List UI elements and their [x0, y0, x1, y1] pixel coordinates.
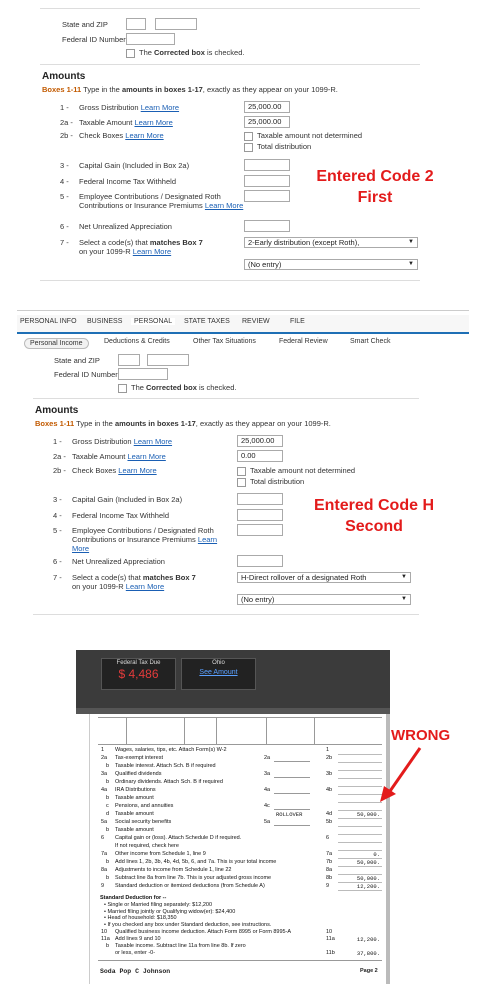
corrected-checkbox-row[interactable]: The Corrected box is checked.	[126, 48, 244, 58]
form-line-number: d	[106, 811, 110, 817]
form-line-number: 3a	[101, 771, 108, 777]
form-box-label: 6	[326, 835, 330, 841]
form-line	[90, 875, 386, 882]
form-line-text: Wages, salaries, tips, etc. Attach Form(s) W-2	[115, 747, 227, 753]
state-input[interactable]	[126, 18, 146, 30]
row7-num: 7 -	[53, 573, 62, 582]
form-line-number: 1	[101, 747, 105, 753]
form-line	[90, 811, 386, 818]
row4-label: Federal Income Tax Withheld	[79, 177, 176, 186]
form-box-label: 1	[326, 747, 330, 753]
federal-id-label: Federal ID Number	[62, 35, 126, 44]
form-line	[90, 795, 386, 802]
form-sub-box-label: 4a	[264, 787, 271, 793]
net-unrealized-input[interactable]	[244, 220, 290, 232]
line-11b-value: 37,800.	[356, 950, 380, 957]
form-line-text: Taxable amount	[115, 795, 154, 801]
row1-num: 1 -	[53, 437, 62, 446]
form-sub-box-label: 3a	[264, 771, 271, 777]
form-box-label: 3b	[326, 771, 333, 777]
row6-label: Net Unrealized Appreciation	[79, 222, 172, 231]
learn-more-link[interactable]: Learn More	[133, 437, 173, 446]
taxable-amount-input[interactable]: 25,000.00	[244, 116, 290, 128]
box7-code-select-1[interactable]: H-Direct rollover of a designated Roth ▼	[237, 572, 411, 583]
row3-label: Capital Gain (Included in Box 2a)	[72, 495, 183, 504]
form-line-text: If not required, check here	[115, 843, 179, 849]
tab-personal-info[interactable]: PERSONAL INFO	[20, 318, 77, 325]
form-line	[90, 763, 386, 770]
row2b-num: 2b -	[60, 131, 73, 140]
tab-state-taxes[interactable]: STATE TAXES	[184, 318, 230, 325]
form-line-text: Adjustments to income from Schedule 1, line 22	[115, 867, 232, 873]
total-distribution-checkbox-row[interactable]: Total distribution	[244, 142, 311, 152]
std-deduction-title: Standard Deduction for --	[100, 895, 167, 901]
form-line-text: Tax-exempt interest	[115, 755, 163, 761]
checkbox[interactable]	[237, 467, 246, 476]
dropdown-arrow-icon: ▼	[408, 239, 414, 245]
checkbox[interactable]	[237, 478, 246, 487]
federal-id-label: Federal ID Number	[54, 370, 118, 379]
row3-num: 3 -	[53, 495, 62, 504]
ohio-label: Ohio	[212, 660, 225, 666]
form-line-text: Capital gain or (loss). Attach Schedule D if required.	[115, 835, 242, 841]
federal-tax-due-box[interactable]	[101, 658, 176, 690]
page-number: Page 2	[360, 968, 378, 974]
form-box-label: 7b	[326, 859, 333, 865]
form-sub-box-label: 4c	[264, 803, 270, 809]
form-box-label: 9	[326, 883, 330, 889]
federal-tax-due-label: Federal Tax Due	[116, 660, 161, 666]
form-line-text: Pensions, and annuities	[115, 803, 174, 809]
subtab-personal-income[interactable]: Personal Income	[24, 338, 89, 349]
form-line	[90, 819, 386, 826]
row4-num: 4 -	[53, 511, 62, 520]
row1-label: Gross Distribution Learn More	[72, 437, 173, 446]
form-box-label: 4d	[326, 811, 333, 817]
tab-review[interactable]: REVIEW	[242, 318, 270, 325]
not-determined-checkbox-row[interactable]: Taxable amount not determined	[237, 466, 355, 476]
subtab-other-tax[interactable]: Other Tax Situations	[193, 338, 256, 345]
taxable-amount-input[interactable]: 0.00	[237, 450, 283, 462]
checkbox[interactable]	[244, 132, 253, 141]
corrected-checkbox[interactable]	[118, 384, 127, 393]
red-arrow-icon	[374, 744, 444, 804]
row6-num: 6 -	[60, 222, 69, 231]
form-line	[90, 859, 386, 866]
form-line-text: Taxable interest. Attach Sch. B if required	[115, 763, 216, 769]
form-line	[90, 755, 386, 762]
form-line-number: b	[106, 763, 110, 769]
subtab-federal-review[interactable]: Federal Review	[279, 338, 328, 345]
rollover-note: ROLLOVER	[276, 811, 303, 818]
main-tab-bar	[17, 315, 469, 334]
form-line-value: 0.	[373, 851, 380, 858]
row1-label: Gross Distribution Learn More	[79, 103, 180, 112]
row1-num: 1 -	[60, 103, 69, 112]
row3-label: Capital Gain (Included in Box 2a)	[79, 161, 190, 170]
row5-label: Employee Contributions / Designated Roth Contributions or Insurance Premiums Learn More	[72, 526, 218, 553]
annotation-code-2: Entered Code 2 First	[316, 168, 434, 206]
row2a-num: 2a -	[60, 118, 73, 127]
form-line-number: b	[106, 827, 110, 833]
row7-label: Select a code(s) that matches Box 7 on your 1099-R Learn More	[79, 238, 203, 256]
row4-num: 4 -	[60, 177, 69, 186]
row2a-label: Taxable Amount Learn More	[72, 452, 166, 461]
learn-more-link[interactable]: Learn More	[125, 131, 164, 140]
form-box-label: 2b	[326, 755, 333, 761]
tab-file[interactable]: FILE	[290, 318, 305, 325]
dropdown-arrow-icon: ▼	[401, 596, 407, 602]
form-box-label: 8a	[326, 867, 333, 873]
corrected-checkbox[interactable]	[126, 49, 135, 58]
form-box-label: 8b	[326, 875, 333, 881]
state-input[interactable]	[118, 354, 140, 366]
row2b-label: Check Boxes Learn More	[72, 466, 157, 475]
form-line-number: 8a	[101, 867, 108, 873]
std-deduction-list: • Single or Married filing separately: $12,200 • Married filing jointly or Qualifying widow(er): $24,400 • Head of household: $18,350 • If you checked any box under Standard deduction, see instructions.	[104, 902, 272, 928]
row2b-num: 2b -	[53, 466, 66, 475]
form-line-text: Taxable amount	[115, 827, 154, 833]
box7-code-select-2[interactable]: (No entry) ▼	[237, 594, 411, 605]
row7-label: Select a code(s) that matches Box 7 on your 1099-R Learn More	[72, 573, 196, 591]
federal-tax-due-amount: $ 4,486	[118, 667, 159, 681]
form-line-text: Standard deduction or itemized deductions (from Schedule A)	[115, 883, 265, 889]
learn-more-link[interactable]: Learn More	[140, 103, 180, 112]
form-line	[90, 843, 386, 850]
form-line-number: b	[106, 779, 110, 785]
federal-id-input[interactable]	[118, 368, 168, 380]
form-line-text: Subtract line 8a from line 7b. This is your adjusted gross income	[115, 875, 272, 881]
subtab-smart-check[interactable]: Smart Check	[350, 338, 391, 345]
form-line	[90, 867, 386, 874]
form-sub-box-line	[274, 825, 310, 826]
employee-contributions-input[interactable]	[237, 524, 283, 536]
boxes-note: Boxes 1-11 Type in the amounts in boxes 1-17, exactly as they appear on your 1099-R.	[35, 419, 331, 428]
learn-more-link[interactable]: Learn More	[125, 582, 165, 591]
tab-business[interactable]: BUSINESS	[87, 318, 123, 325]
form-sub-box-line	[274, 761, 310, 762]
form-line-text: Qualified dividends	[115, 771, 162, 777]
amounts-title: Amounts	[42, 71, 86, 82]
row4-label: Federal Income Tax Withheld	[72, 511, 169, 520]
zip-input[interactable]	[147, 354, 189, 366]
zip-input[interactable]	[155, 18, 197, 30]
learn-more-link[interactable]: Learn More	[118, 466, 157, 475]
boxes-note: Boxes 1-11 Type in the amounts in boxes 1-17, exactly as they appear on your 1099-R.	[42, 85, 338, 94]
form-line-value: 50,000.	[356, 811, 380, 818]
form-line	[90, 835, 386, 842]
row5-label: Employee Contributions / Designated Roth Contributions or Insurance Premiums Learn More	[79, 192, 244, 210]
learn-more-link[interactable]: Learn More	[134, 118, 173, 127]
learn-more-link[interactable]: Learn More	[204, 201, 244, 210]
form-box-label: 4b	[326, 787, 333, 793]
federal-id-input[interactable]	[126, 33, 175, 45]
line-11a-value: 12,200.	[356, 936, 380, 943]
row7-num: 7 -	[60, 238, 69, 247]
state-zip-label: State and ZIP	[54, 356, 100, 365]
form-value-line	[338, 890, 382, 891]
form-line-number: 5a	[101, 819, 108, 825]
form-line-number: 6	[101, 835, 105, 841]
form-line-number: 9	[101, 883, 105, 889]
subtab-deductions[interactable]: Deductions & Credits	[104, 338, 170, 345]
amounts-title: Amounts	[35, 405, 79, 416]
total-distribution-checkbox-row[interactable]: Total distribution	[237, 477, 304, 487]
federal-tax-withheld-input[interactable]	[244, 175, 290, 187]
form-line-value: 12,200.	[356, 883, 380, 890]
dropdown-arrow-icon: ▼	[401, 574, 407, 580]
see-amount-link[interactable]: See Amount	[199, 669, 238, 676]
form-line-text: Other income from Schedule 1, line 9	[115, 851, 206, 857]
row2a-num: 2a -	[53, 452, 66, 461]
form-line	[90, 827, 386, 834]
form-line	[90, 883, 386, 890]
form-line	[90, 787, 386, 794]
row6-num: 6 -	[53, 557, 62, 566]
box7-code-select-1[interactable]: 2-Early distribution (except Roth), ▼	[244, 237, 418, 248]
checkbox[interactable]	[244, 143, 253, 152]
row2b-label: Check Boxes Learn More	[79, 131, 164, 140]
form-line-number: 4a	[101, 787, 108, 793]
annotation-code-h: Entered Code H Second	[313, 497, 434, 535]
row6-label: Net Unrealized Appreciation	[72, 557, 165, 566]
box7-code-select-2[interactable]: (No entry) ▼	[244, 259, 418, 270]
form-line-value: 50,000.	[356, 859, 380, 866]
net-unrealized-input[interactable]	[237, 555, 283, 567]
learn-more-link[interactable]: More	[72, 544, 90, 553]
form-sub-box-line	[274, 777, 310, 778]
employee-contributions-input[interactable]	[244, 190, 290, 202]
not-determined-checkbox-row[interactable]: Taxable amount not determined	[244, 131, 362, 141]
capital-gain-input[interactable]	[237, 493, 283, 505]
form-sub-box-line	[274, 809, 310, 810]
form-line-text: Social security benefits	[115, 819, 172, 825]
form-line-text: IRA Distributions	[115, 787, 156, 793]
wrong-annotation: WRONG	[391, 727, 451, 744]
state-zip-label: State and ZIP	[62, 20, 108, 29]
form-line-text: Taxable amount	[115, 811, 154, 817]
form-line-number: 2a	[101, 755, 108, 761]
form-line-number: 7a	[101, 851, 108, 857]
form-1040-page: 1 Wages, salaries, tips, etc. Attach Form(s) W-2 1 2a Tax-exempt interest 2a 2b b Taxable interest. Attach Sch. B if required 3a Qualified dividends 3a 3b b Ordinary dividends. Attach Sch. B if required 4a IRA Distributions 4a 4b b Taxable amount c Pensions, and annuities 4c d Taxable amount ROLLOVER 4d 50,000. 5a Social security benefits 5a 5b b Taxable amount 6 Capital gain or (loss). Attach Schedule D if required. 6 If not required, check here 7a Other income from Schedule 1, line 9 7a 0. b Add lines 1, 2b, 3b, 4b, 4d, 5b, 6, and 7a. This is your total income 7b 50,000. 8a Adjustments to income from Schedule 1, line 22 8a b Subtract line 8a from line 7b. This is your adjusted gross income 8b 50,000. 9 Standard deduction or itemized deductions (from Schedule A) 9 12,200. Standard Deduction for -- • Single or Married filing separately: $12,200 • Married filing jointly or Qualifying widow(er): $24,400 • Head of household: $18,350 • If you checked any box under Standard deduction, see instructions. 10 Qualified business income deduction. Attach Form 8995 or Form 8995-A 10 11a Add lines 9 and 10 11a 12,200. b Taxable income. Subtract line 11a from line 8b. If zero or less, enter -0- 11b 37,800. Soda Pop C Johnson Page 2	[89, 714, 386, 984]
form-box-label: 5b	[326, 819, 333, 825]
form-line	[90, 747, 386, 754]
form-line-value: 50,000.	[356, 875, 380, 882]
form-line	[90, 779, 386, 786]
form-sub-box-label: 5a	[264, 819, 271, 825]
gross-distribution-input[interactable]: 25,000.00	[237, 435, 283, 447]
form-box-label: 7a	[326, 851, 333, 857]
form-line-number: b	[106, 859, 110, 865]
form-line	[90, 803, 386, 810]
form-line	[90, 771, 386, 778]
form-sub-box-label: 2a	[264, 755, 271, 761]
form-line-number: b	[106, 795, 110, 801]
form-line-text: Add lines 1, 2b, 3b, 4b, 4d, 5b, 6, and 7a. This is your total income	[115, 859, 277, 865]
dropdown-arrow-icon: ▼	[408, 261, 414, 267]
form-sub-box-line	[274, 793, 310, 794]
row5-num: 5 -	[60, 192, 69, 201]
form-line-number: b	[106, 875, 110, 881]
taxpayer-name: Soda Pop C Johnson	[100, 968, 171, 975]
learn-more-link[interactable]: Learn More	[132, 247, 172, 256]
federal-tax-withheld-input[interactable]	[237, 509, 283, 521]
form-line-text: Ordinary dividends. Attach Sch. B if required	[115, 779, 223, 785]
ohio-tax-box[interactable]	[181, 658, 256, 690]
row5-num: 5 -	[53, 526, 62, 535]
row2a-label: Taxable Amount Learn More	[79, 118, 173, 127]
form-line	[90, 851, 386, 858]
tab-personal[interactable]: PERSONAL	[131, 318, 175, 325]
corrected-checkbox-row[interactable]: The Corrected box is checked.	[118, 383, 236, 393]
row3-num: 3 -	[60, 161, 69, 170]
learn-more-link[interactable]: Learn	[197, 535, 218, 544]
gross-distribution-input[interactable]: 25,000.00	[244, 101, 290, 113]
capital-gain-input[interactable]	[244, 159, 290, 171]
form-line-number: c	[106, 803, 109, 809]
learn-more-link[interactable]: Learn More	[127, 452, 166, 461]
